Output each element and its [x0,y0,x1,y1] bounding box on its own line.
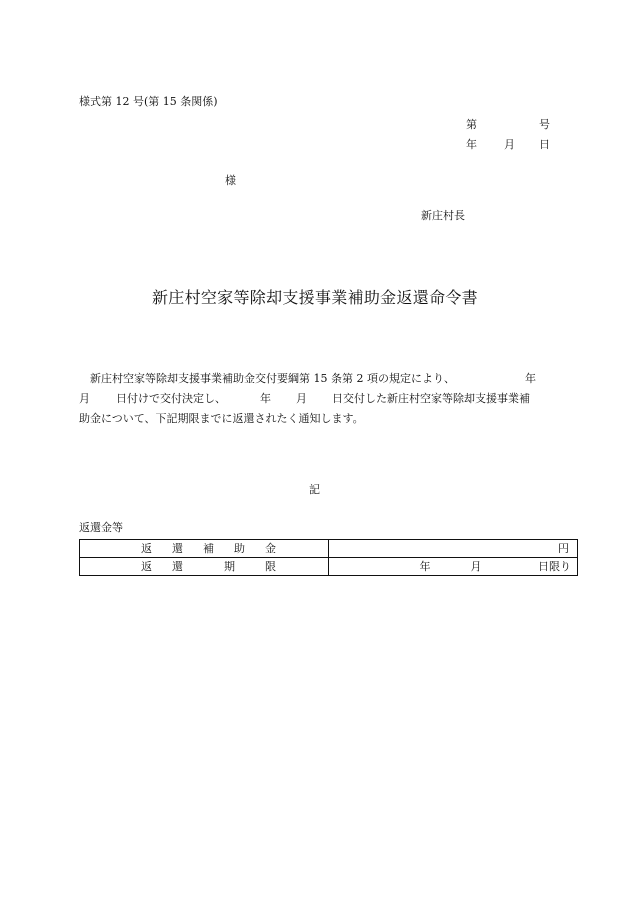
refund-amount-value-cell [328,540,578,558]
table-row [80,540,578,558]
body-line-2-year: 年 [260,392,271,405]
label-char: 限 [265,560,276,573]
document-number-suffix: 号 [539,118,550,131]
deadline-month: 月 [470,560,482,573]
label-char: 補 [203,542,214,555]
body-line-2-part-b: 日交付した新庄村空家等除却支援事業補 [332,392,530,405]
label-char: 助 [234,542,245,555]
yen-unit: 円 [558,542,569,555]
label-char: 還 [172,560,183,573]
date-day: 日 [539,138,550,151]
refund-amount-label-cell [80,540,329,558]
deadline-day: 日限り [538,560,571,573]
body-line-3: 助金について、下記期限までに返還されたく通知します。 [79,412,364,425]
refund-deadline-value-cell [328,558,578,576]
label-char: 期 [224,560,235,573]
body-line-1-year: 年 [525,372,536,385]
deadline-year: 年 [419,560,431,573]
addressee-honorific: 様 [225,174,236,187]
document-number-prefix: 第 [466,118,477,131]
date-year: 年 [466,138,477,151]
label-char: 還 [172,542,183,555]
label-char: 金 [265,542,276,555]
form-identifier: 様式第 12 号(第 15 条関係) [79,95,218,108]
ki-marker: 記 [309,483,320,496]
refund-deadline-label-cell [80,558,329,576]
table-caption: 返還金等 [79,521,123,534]
body-line-2-month: 月 [79,392,90,405]
table-row [80,558,578,576]
body-line-1: 新庄村空家等除却支援事業補助金交付要綱第 15 条第 2 項の規定により、 [90,372,455,385]
label-char: 返 [141,542,152,555]
refund-table [79,539,578,576]
date-month: 月 [504,138,515,151]
label-char: 返 [141,560,152,573]
body-line-2-month-2: 月 [296,392,307,405]
issuer-name: 新庄村長 [421,209,465,222]
body-line-2-part-a: 日付けで交付決定し、 [116,392,226,405]
document-title: 新庄村空家等除却支援事業補助金返還命令書 [151,288,478,307]
